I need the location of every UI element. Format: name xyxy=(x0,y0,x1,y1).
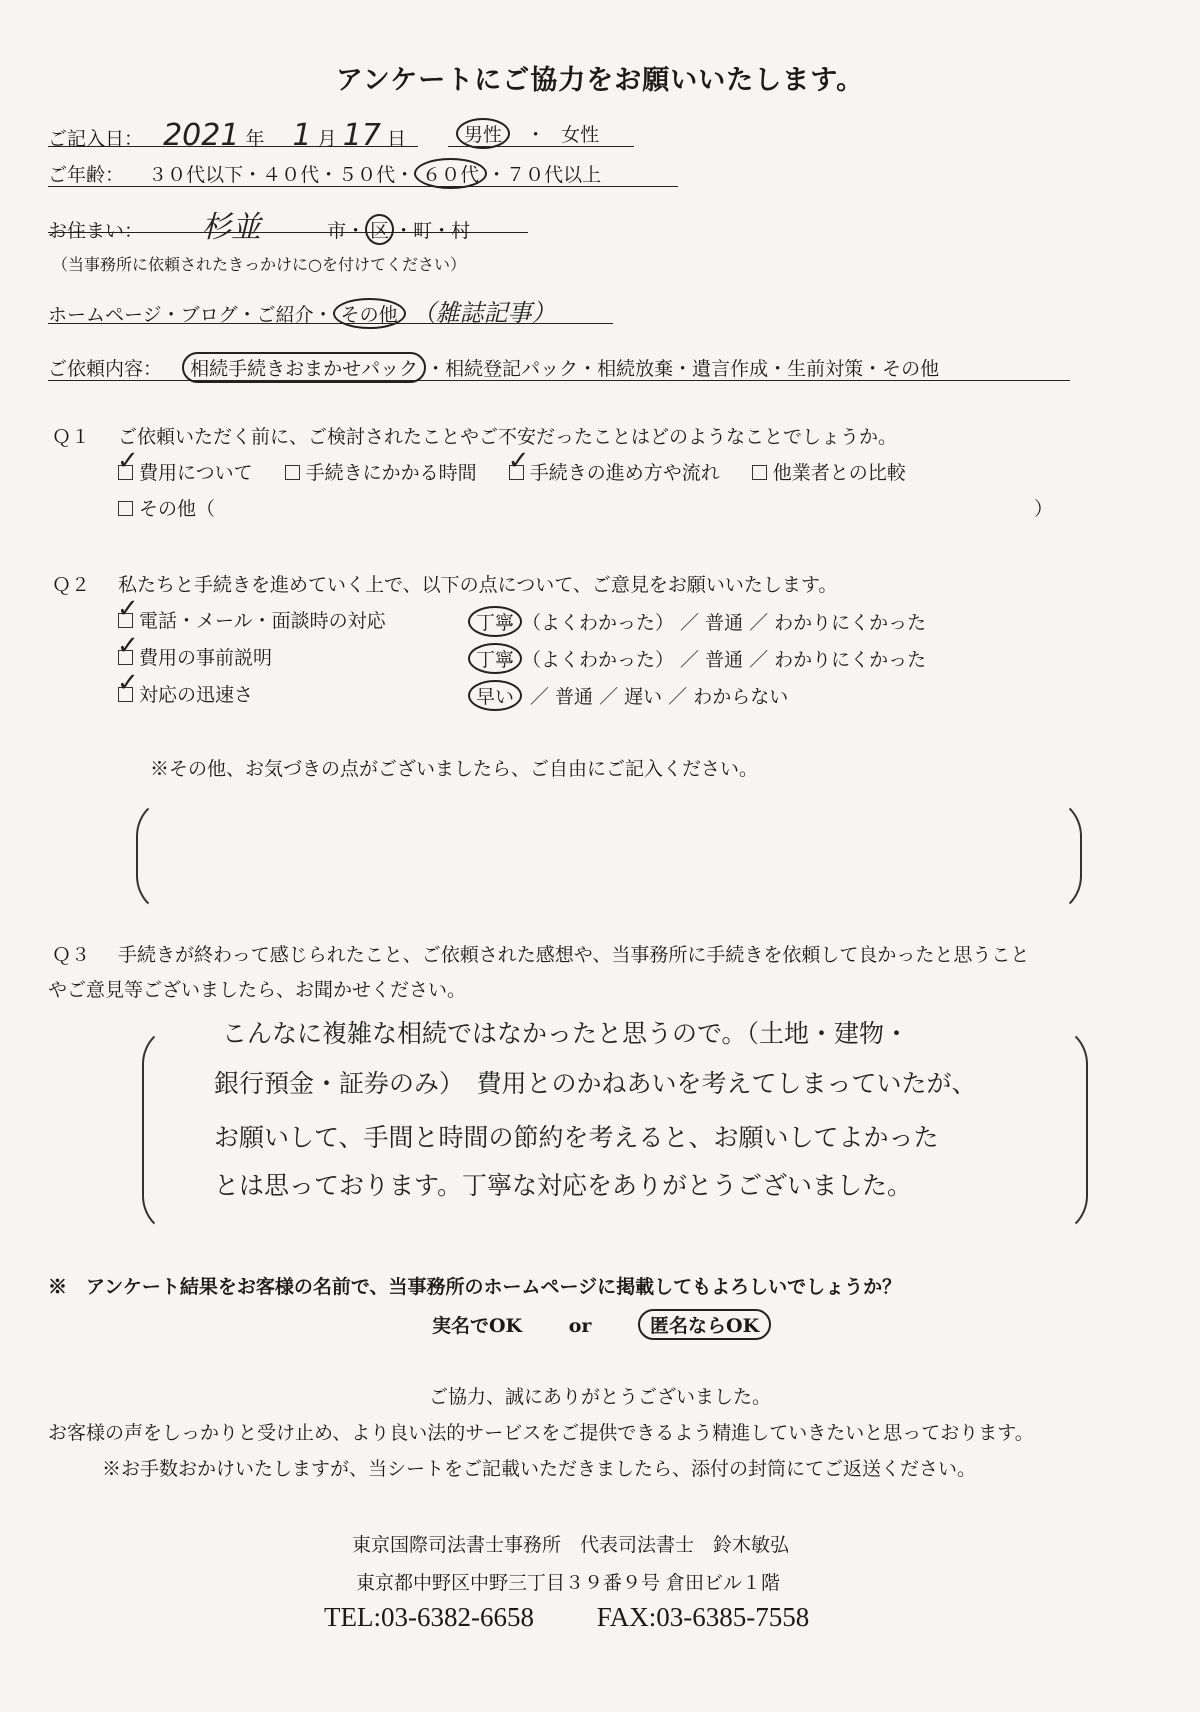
address-label: お住まい： xyxy=(48,220,144,242)
age-selected-60s: ６０代 xyxy=(414,158,487,189)
q3-answer-line-1: こんなに複雑な相続ではなかったと思うので。（土地・建物・ xyxy=(222,1019,910,1048)
address-unit-city: 市・ xyxy=(327,220,366,242)
q1-checkbox-time[interactable] xyxy=(285,465,300,480)
gender-separator: ・ xyxy=(526,124,546,146)
q2-item-speed-label: 対応の迅速さ xyxy=(139,684,254,706)
q3-answer-line-2: 銀行預金・証券のみ） 費用とのかねあいを考えてしまっていたが、 xyxy=(214,1069,977,1098)
gender-row xyxy=(448,118,634,147)
referral-row xyxy=(48,293,613,327)
q1-checkbox-other[interactable] xyxy=(118,501,133,516)
referral-note: （当事務所に依頼されたきっかけに○を付けてください） xyxy=(52,255,466,274)
q2-checkbox-speed[interactable] xyxy=(118,687,133,702)
publish-options xyxy=(432,1309,771,1340)
office-tel: TEL:03-6382-6658 xyxy=(324,1602,534,1632)
address-row xyxy=(48,202,528,245)
request-label: ご依頼内容： xyxy=(48,358,163,380)
q1-option-other: その他（ xyxy=(139,498,216,520)
q2-item-explain xyxy=(118,643,272,670)
q1-checkbox-process[interactable] xyxy=(509,465,524,480)
q1-checkbox-compare[interactable] xyxy=(752,465,767,480)
office-address: 東京都中野区中野三丁目３９番９号 倉田ビル１階 xyxy=(356,1572,781,1594)
q1-checkbox-cost[interactable] xyxy=(118,465,133,480)
closing-thanks: ご協力、誠にありがとうございました。 xyxy=(428,1386,771,1408)
q2-answer-contact-selected: 丁寧 xyxy=(468,606,522,637)
request-rest: ・相続登記パック・相続放棄・遺言作成・生前対策・その他 xyxy=(426,358,940,380)
request-row xyxy=(48,352,1070,381)
publish-or: or xyxy=(568,1315,592,1337)
closing-line3: ※お手数おかけいたしますが、当シートをご記載いただきましたら、添付の封筒にてご返送ください。 xyxy=(102,1458,977,1480)
closing-line2: お客様の声をしっかりと受け止め、より良い法的サービスをご提供できるよう精進していきたいと思っております。 xyxy=(48,1422,1034,1444)
entry-year-unit: 年 xyxy=(245,128,265,150)
age-options-before: ３０代以下・４０代・５０代・ xyxy=(148,164,415,186)
entry-month: 1 xyxy=(292,118,312,153)
q1-option-time: 手続きにかかる時間 xyxy=(305,462,477,484)
office-name: 東京国際司法書士事務所 代表司法書士 鈴木敏弘 xyxy=(352,1534,790,1556)
q1-question: ご依頼いただく前に、ご検討されたことやご不安だったことはどのようなことでしょうか。 xyxy=(118,426,898,448)
q2-item-explain-label: 費用の事前説明 xyxy=(139,647,273,669)
q1-number: Ｑ１ xyxy=(52,426,91,448)
age-options-after: ・７０代以上 xyxy=(487,164,602,186)
q2-comment-prompt: ※その他、お気づきの点がございましたら、ご自由にご記入ください。 xyxy=(150,758,759,780)
gender-female: 女性 xyxy=(561,124,600,146)
q1-options-row xyxy=(118,458,906,485)
survey-title: アンケートにご協力をお願いいたします。 xyxy=(335,65,865,96)
entry-day: 17 xyxy=(342,118,381,153)
q2-answer-explain xyxy=(468,643,926,674)
q2-checkbox-explain[interactable] xyxy=(118,650,133,665)
q2-item-contact-label: 電話・メール・面談時の対応 xyxy=(139,610,386,632)
referral-other-value: （雑誌記事） xyxy=(411,299,556,327)
age-row xyxy=(48,158,678,187)
entry-day-unit: 日 xyxy=(386,128,406,150)
request-selected: 相続手続きおまかせパック xyxy=(182,352,426,383)
address-value: 杉並 xyxy=(201,210,262,245)
q2-item-speed xyxy=(118,680,253,707)
entry-date-label: ご記入日： xyxy=(48,128,144,150)
q2-answer-explain-selected: 丁寧 xyxy=(468,643,522,674)
age-label: ご年齢： xyxy=(48,164,125,186)
office-fax: FAX:03-6385-7558 xyxy=(596,1602,810,1632)
q3-question-line1: 手続きが終わって感じられたこと、ご依頼された感想や、当事務所に手続きを依頼して良かったと思うこと xyxy=(118,944,1030,966)
q2-answer-explain-rest: （よくわかった） ／ 普通 ／ わかりにくかった xyxy=(522,649,927,671)
q2-answer-contact xyxy=(468,606,926,637)
q3-answer-line-3: お願いして、手間と時間の節約を考えると、お願いしてよかった xyxy=(214,1123,939,1152)
q2-item-contact xyxy=(118,606,386,633)
q3-answer-line-4: とは思っております。丁寧な対応をありがとうございました。 xyxy=(214,1171,913,1200)
gender-male-selected: 男性 xyxy=(456,118,510,149)
q2-answer-speed-rest: ／ 普通 ／ 遅い ／ わからない xyxy=(530,686,789,708)
q1-other-close: ） xyxy=(1033,498,1053,520)
entry-month-unit: 月 xyxy=(317,128,337,150)
office-contact-row xyxy=(324,1602,809,1633)
entry-year: 2021 xyxy=(163,118,240,153)
publish-anonymous-selected: 匿名ならOK xyxy=(638,1309,771,1340)
q1-option-compare: 他業者との比較 xyxy=(772,462,906,484)
publish-real-name: 実名でOK xyxy=(432,1315,523,1337)
q2-comment-box[interactable] xyxy=(136,796,1082,916)
publish-question: ※ アンケート結果をお客様の名前で、当事務所のホームページに掲載してもよろしいでしょうか？ xyxy=(48,1276,902,1298)
q2-answer-speed-selected: 早い xyxy=(468,680,522,711)
q3-question-line2: やご意見等ございましたら、お聞かせください。 xyxy=(48,979,467,1001)
q1-option-cost: 費用について xyxy=(139,462,253,484)
q2-answer-speed xyxy=(468,680,788,711)
q2-answer-contact-rest: （よくわかった） ／ 普通 ／ わかりにくかった xyxy=(522,612,927,634)
q3-number: Ｑ３ xyxy=(52,944,91,966)
q1-option-process: 手続きの進め方や流れ xyxy=(529,462,720,484)
address-unit-ward-selected: 区 xyxy=(365,214,394,245)
entry-date-row xyxy=(48,118,418,153)
q2-number: Ｑ２ xyxy=(52,574,91,596)
q1-other-row xyxy=(118,494,1053,521)
referral-options: ホームページ・ブログ・ご紹介・ xyxy=(48,304,333,326)
address-unit-rest: ・町・村 xyxy=(394,220,471,242)
q2-checkbox-contact[interactable] xyxy=(118,613,133,628)
referral-other-selected: その他 xyxy=(333,298,406,329)
q2-question: 私たちと手続きを進めていく上で、以下の点について、ご意見をお願いいたします。 xyxy=(118,574,838,596)
